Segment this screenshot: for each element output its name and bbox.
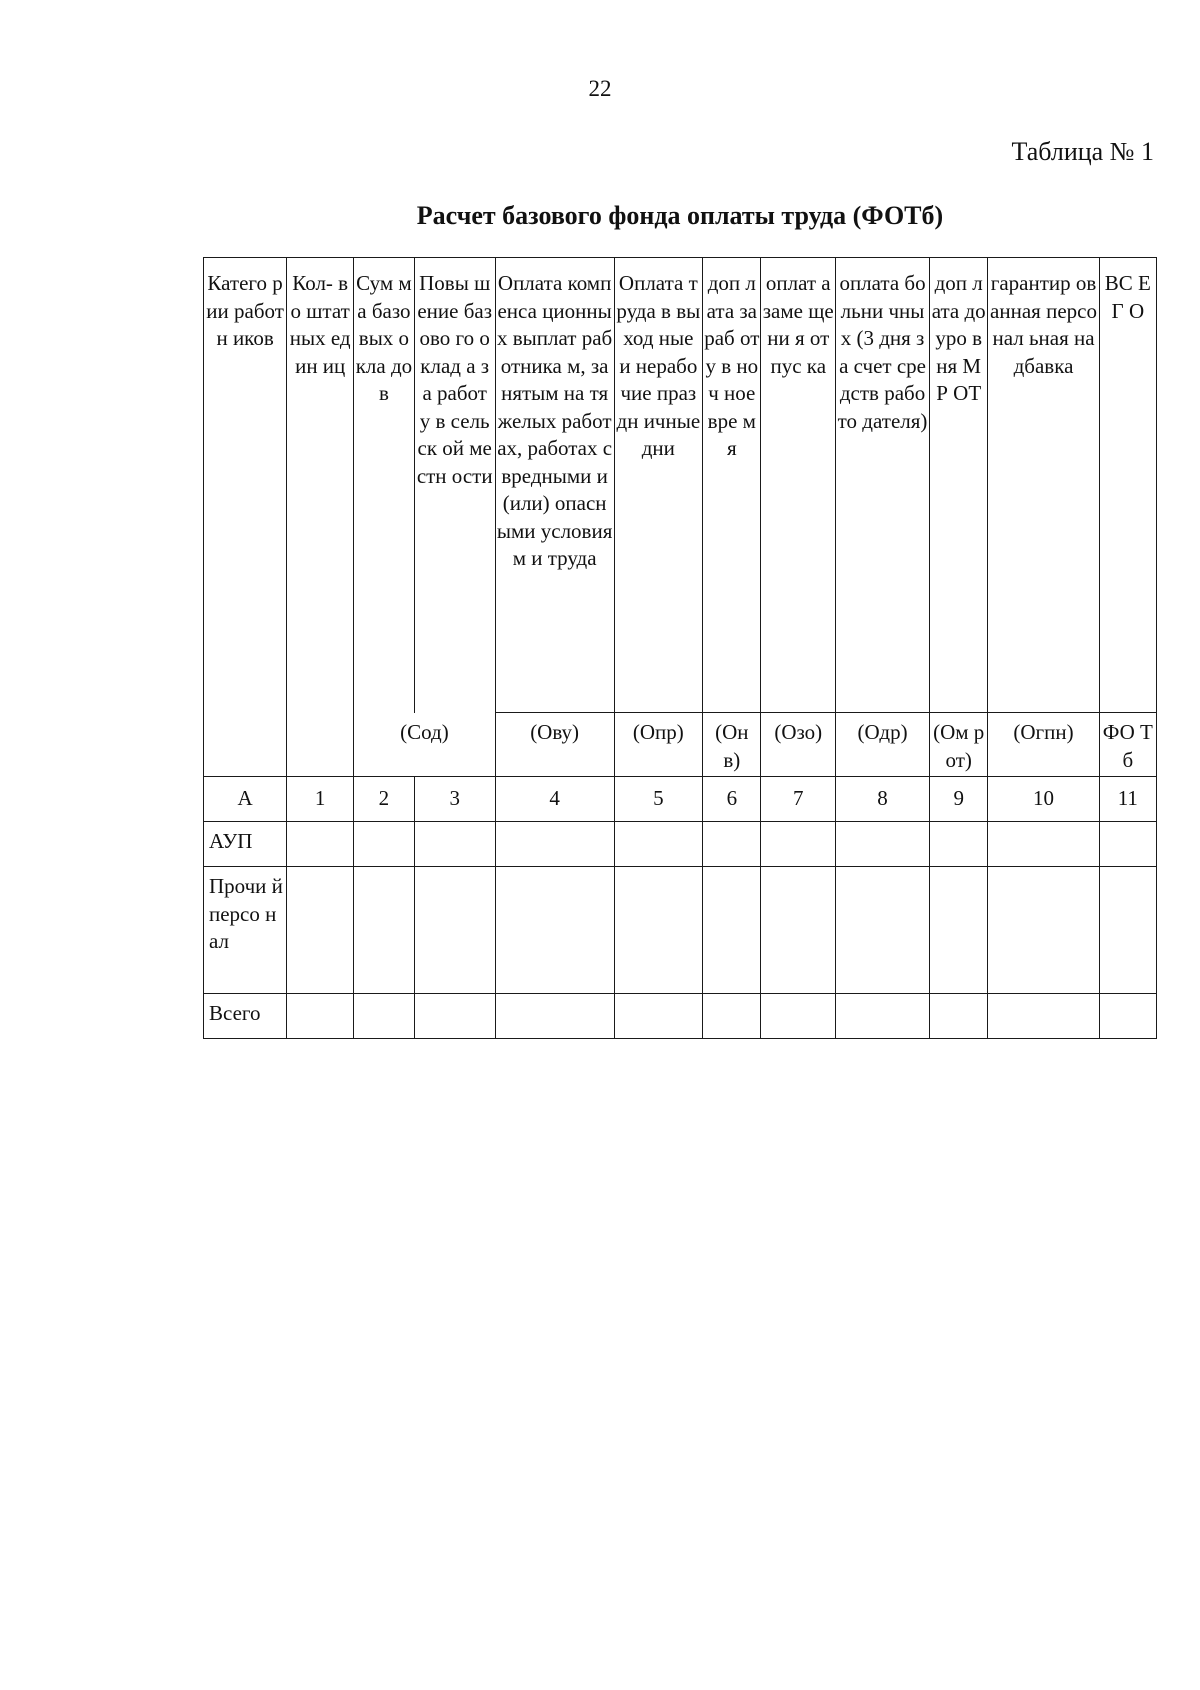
table-cell (287, 994, 354, 1039)
table-cell (761, 867, 836, 994)
document-title: Расчет базового фонда оплаты труда (ФОТб) (416, 201, 944, 230)
abbr-cell-onv: (Он в) (703, 713, 761, 777)
header-cell-holiday-pay: Оплата труда в выход ные и нерабо чие праздн ичные дни (614, 258, 703, 713)
table-cell (930, 822, 988, 867)
table-cell (761, 822, 836, 867)
header-cell-mrot-supplement: доп лата до уро вня МР ОТ (930, 258, 988, 713)
table-cell (703, 994, 761, 1039)
index-cell: 9 (930, 777, 988, 822)
table-row-aup (204, 822, 1157, 867)
index-cell: 4 (495, 777, 614, 822)
table-cell (988, 822, 1099, 867)
header-cell-sick-pay: оплата больни чных (3 дня за счет средств работо дателя) (836, 258, 930, 713)
abbr-cell-opr: (Опр) (614, 713, 703, 777)
header-cell-compensation: Оплата компенса ционных выплат работника м, занятым на тяжелых работах, работах с вредными и (или) опасными условиям и труда (495, 258, 614, 713)
table-cell (614, 867, 703, 994)
table-cell (836, 822, 930, 867)
header-cell-rural-increase: Повы шение базово го оклад а за работ у в сельск ой местн ости (414, 258, 495, 713)
header-cell-night-pay: доп лата за раб оту в ноч ное вре мя (703, 258, 761, 713)
index-cell: 5 (614, 777, 703, 822)
table-cell (495, 994, 614, 1039)
index-cell: 10 (988, 777, 1099, 822)
abbr-cell-ovu: (Ову) (495, 713, 614, 777)
table-header-row (204, 258, 1157, 713)
abbr-cell-sod: (Сод) (354, 713, 496, 777)
row-category-label: АУП (204, 822, 287, 867)
index-cell: 2 (354, 777, 415, 822)
table-cell (836, 867, 930, 994)
abbr-cell-ogpn: (Огпн) (988, 713, 1099, 777)
index-cell: 11 (1099, 777, 1156, 822)
page-number: 22 (588, 76, 612, 101)
index-cell: 6 (703, 777, 761, 822)
table-cell (1099, 822, 1156, 867)
table-cell (354, 994, 415, 1039)
table-cell (414, 867, 495, 994)
table-row-total (204, 994, 1157, 1039)
header-cell-staff-count: Кол- во штат ных един иц (287, 258, 354, 777)
table-cell (988, 867, 1099, 994)
fot-calculation-table (203, 257, 1157, 1039)
table-cell (287, 867, 354, 994)
table-cell (414, 994, 495, 1039)
header-cell-category: Катего рии работн иков (204, 258, 287, 777)
table-cell (988, 994, 1099, 1039)
table-cell (703, 867, 761, 994)
table-cell (614, 822, 703, 867)
index-cell: 3 (414, 777, 495, 822)
index-cell: 7 (761, 777, 836, 822)
table-label: Таблица № 1 (1011, 137, 1154, 166)
table-cell (354, 822, 415, 867)
index-cell: А (204, 777, 287, 822)
row-category-label: Прочи й персо нал (204, 867, 287, 994)
row-category-label: Всего (204, 994, 287, 1039)
table-cell (1099, 994, 1156, 1039)
header-cell-total: ВС ЕГ О (1099, 258, 1156, 713)
table-cell (930, 994, 988, 1039)
table-cell (414, 822, 495, 867)
abbr-cell-fotb: ФО Тб (1099, 713, 1156, 777)
table-cell (287, 822, 354, 867)
table-cell (354, 867, 415, 994)
header-cell-personal-bonus: гарантир ованная персонал ьная надбавка (988, 258, 1099, 713)
index-cell: 1 (287, 777, 354, 822)
header-cell-base-salaries: Сум ма базо вых окла дов (354, 258, 415, 713)
table-cell (836, 994, 930, 1039)
table-row-other-staff (204, 867, 1157, 994)
table-cell (930, 867, 988, 994)
table-cell (761, 994, 836, 1039)
table-cell (703, 822, 761, 867)
index-cell: 8 (836, 777, 930, 822)
table-cell (1099, 867, 1156, 994)
header-cell-leave-replacement: оплат а заме щени я отпус ка (761, 258, 836, 713)
abbr-cell-odr: (Одр) (836, 713, 930, 777)
table-cell (495, 867, 614, 994)
table-cell (614, 994, 703, 1039)
abbr-cell-ozo: (Озо) (761, 713, 836, 777)
abbr-cell-omrot: (Ом рот) (930, 713, 988, 777)
column-index-row (204, 777, 1157, 822)
table-cell (495, 822, 614, 867)
